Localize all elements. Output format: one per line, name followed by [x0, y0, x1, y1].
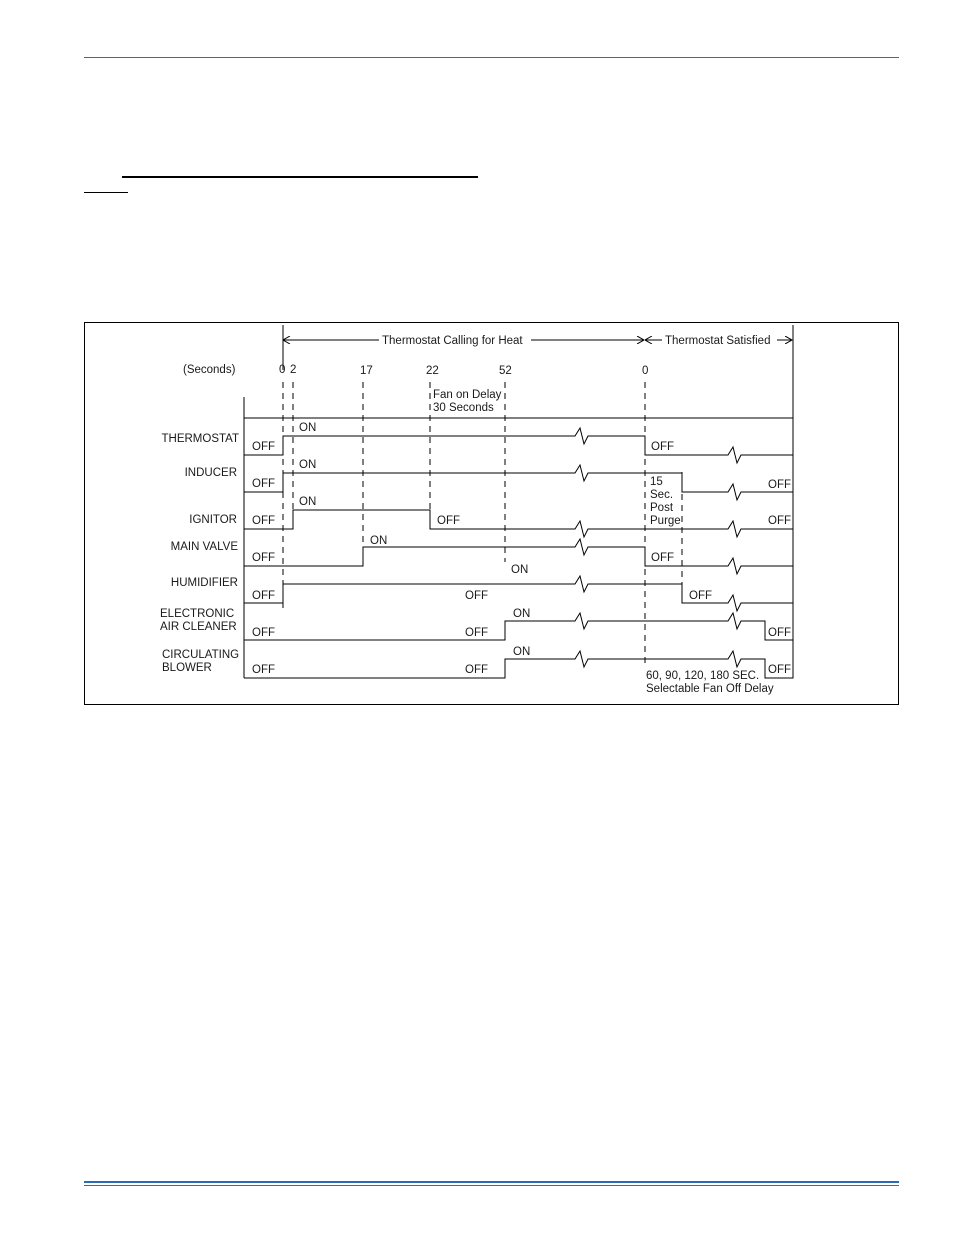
- air-cleaner-off-end: OFF: [768, 627, 791, 639]
- row-label-blower-2: BLOWER: [162, 662, 212, 674]
- ignitor-on: ON: [299, 496, 317, 508]
- air-cleaner-off-mid: OFF: [465, 627, 488, 639]
- tick-2: 2: [290, 364, 297, 376]
- ignitor-off-mid: OFF: [437, 515, 460, 527]
- seconds-label: (Seconds): [183, 364, 236, 376]
- blower-on: ON: [513, 646, 531, 658]
- post-purge-4: Purge: [650, 515, 681, 527]
- header-rule: [84, 57, 899, 58]
- row-label-blower-1: CIRCULATING: [162, 649, 240, 661]
- post-purge-2: Sec.: [650, 489, 674, 501]
- blower-off-end: OFF: [768, 664, 791, 676]
- ignitor-off-end: OFF: [768, 515, 791, 527]
- tick-52: 52: [499, 365, 512, 377]
- humidifier-on: ON: [511, 564, 529, 576]
- row-label-main-valve: MAIN VALVE: [170, 541, 238, 553]
- inducer-waveform: [244, 465, 793, 500]
- footer-rule: [84, 1181, 899, 1183]
- inducer-off-start: OFF: [252, 478, 275, 490]
- blower-off-mid: OFF: [465, 664, 488, 676]
- air-cleaner-off-start: OFF: [252, 627, 275, 639]
- main-valve-off-start: OFF: [252, 552, 275, 564]
- post-purge-3: Post: [650, 502, 674, 514]
- fan-off-note-2: Selectable Fan Off Delay: [646, 683, 774, 695]
- fan-delay-line2: 30 Seconds: [433, 402, 494, 414]
- row-label-thermostat: THERMOSTAT: [161, 433, 239, 445]
- blower-off-start: OFF: [252, 664, 275, 676]
- inducer-on: ON: [299, 459, 317, 471]
- satisfied-header: Thermostat Satisfied: [665, 335, 771, 347]
- ignitor-waveform: [244, 510, 793, 537]
- humidifier-off-start: OFF: [252, 590, 275, 602]
- calling-header: Thermostat Calling for Heat: [382, 335, 523, 347]
- tick-17: 17: [360, 365, 373, 377]
- inducer-off-end: OFF: [768, 479, 791, 491]
- tick-satisfied-0: 0: [642, 365, 649, 377]
- footer-rule-thin: [84, 1185, 899, 1186]
- humidifier-off-mid: OFF: [465, 590, 488, 602]
- row-label-air-cleaner-2: AIR CLEANER: [160, 621, 237, 633]
- thermostat-waveform: [244, 428, 793, 463]
- fan-off-note-1: 60, 90, 120, 180 SEC.: [646, 670, 760, 682]
- tick-0: 0: [279, 364, 286, 376]
- air-cleaner-on: ON: [513, 608, 531, 620]
- row-label-inducer: INDUCER: [184, 467, 237, 479]
- row-label-air-cleaner-1: ELECTRONIC: [160, 608, 235, 620]
- thermostat-off-start: OFF: [252, 441, 275, 453]
- thermostat-off-end: OFF: [651, 441, 674, 453]
- main-valve-off-end: OFF: [651, 552, 674, 564]
- thermostat-on: ON: [299, 422, 317, 434]
- timing-diagram: [84, 322, 900, 706]
- ignitor-off-start: OFF: [252, 515, 275, 527]
- main-valve-on: ON: [370, 535, 388, 547]
- heading-underline-short: [84, 192, 128, 193]
- tick-22: 22: [426, 365, 439, 377]
- fan-delay-line1: Fan on Delay: [433, 389, 502, 401]
- row-label-ignitor: IGNITOR: [189, 514, 237, 526]
- heading-underline: [122, 176, 478, 178]
- post-purge-1: 15: [650, 476, 663, 488]
- humidifier-off-end: OFF: [689, 590, 712, 602]
- row-label-humidifier: HUMIDIFIER: [170, 577, 238, 589]
